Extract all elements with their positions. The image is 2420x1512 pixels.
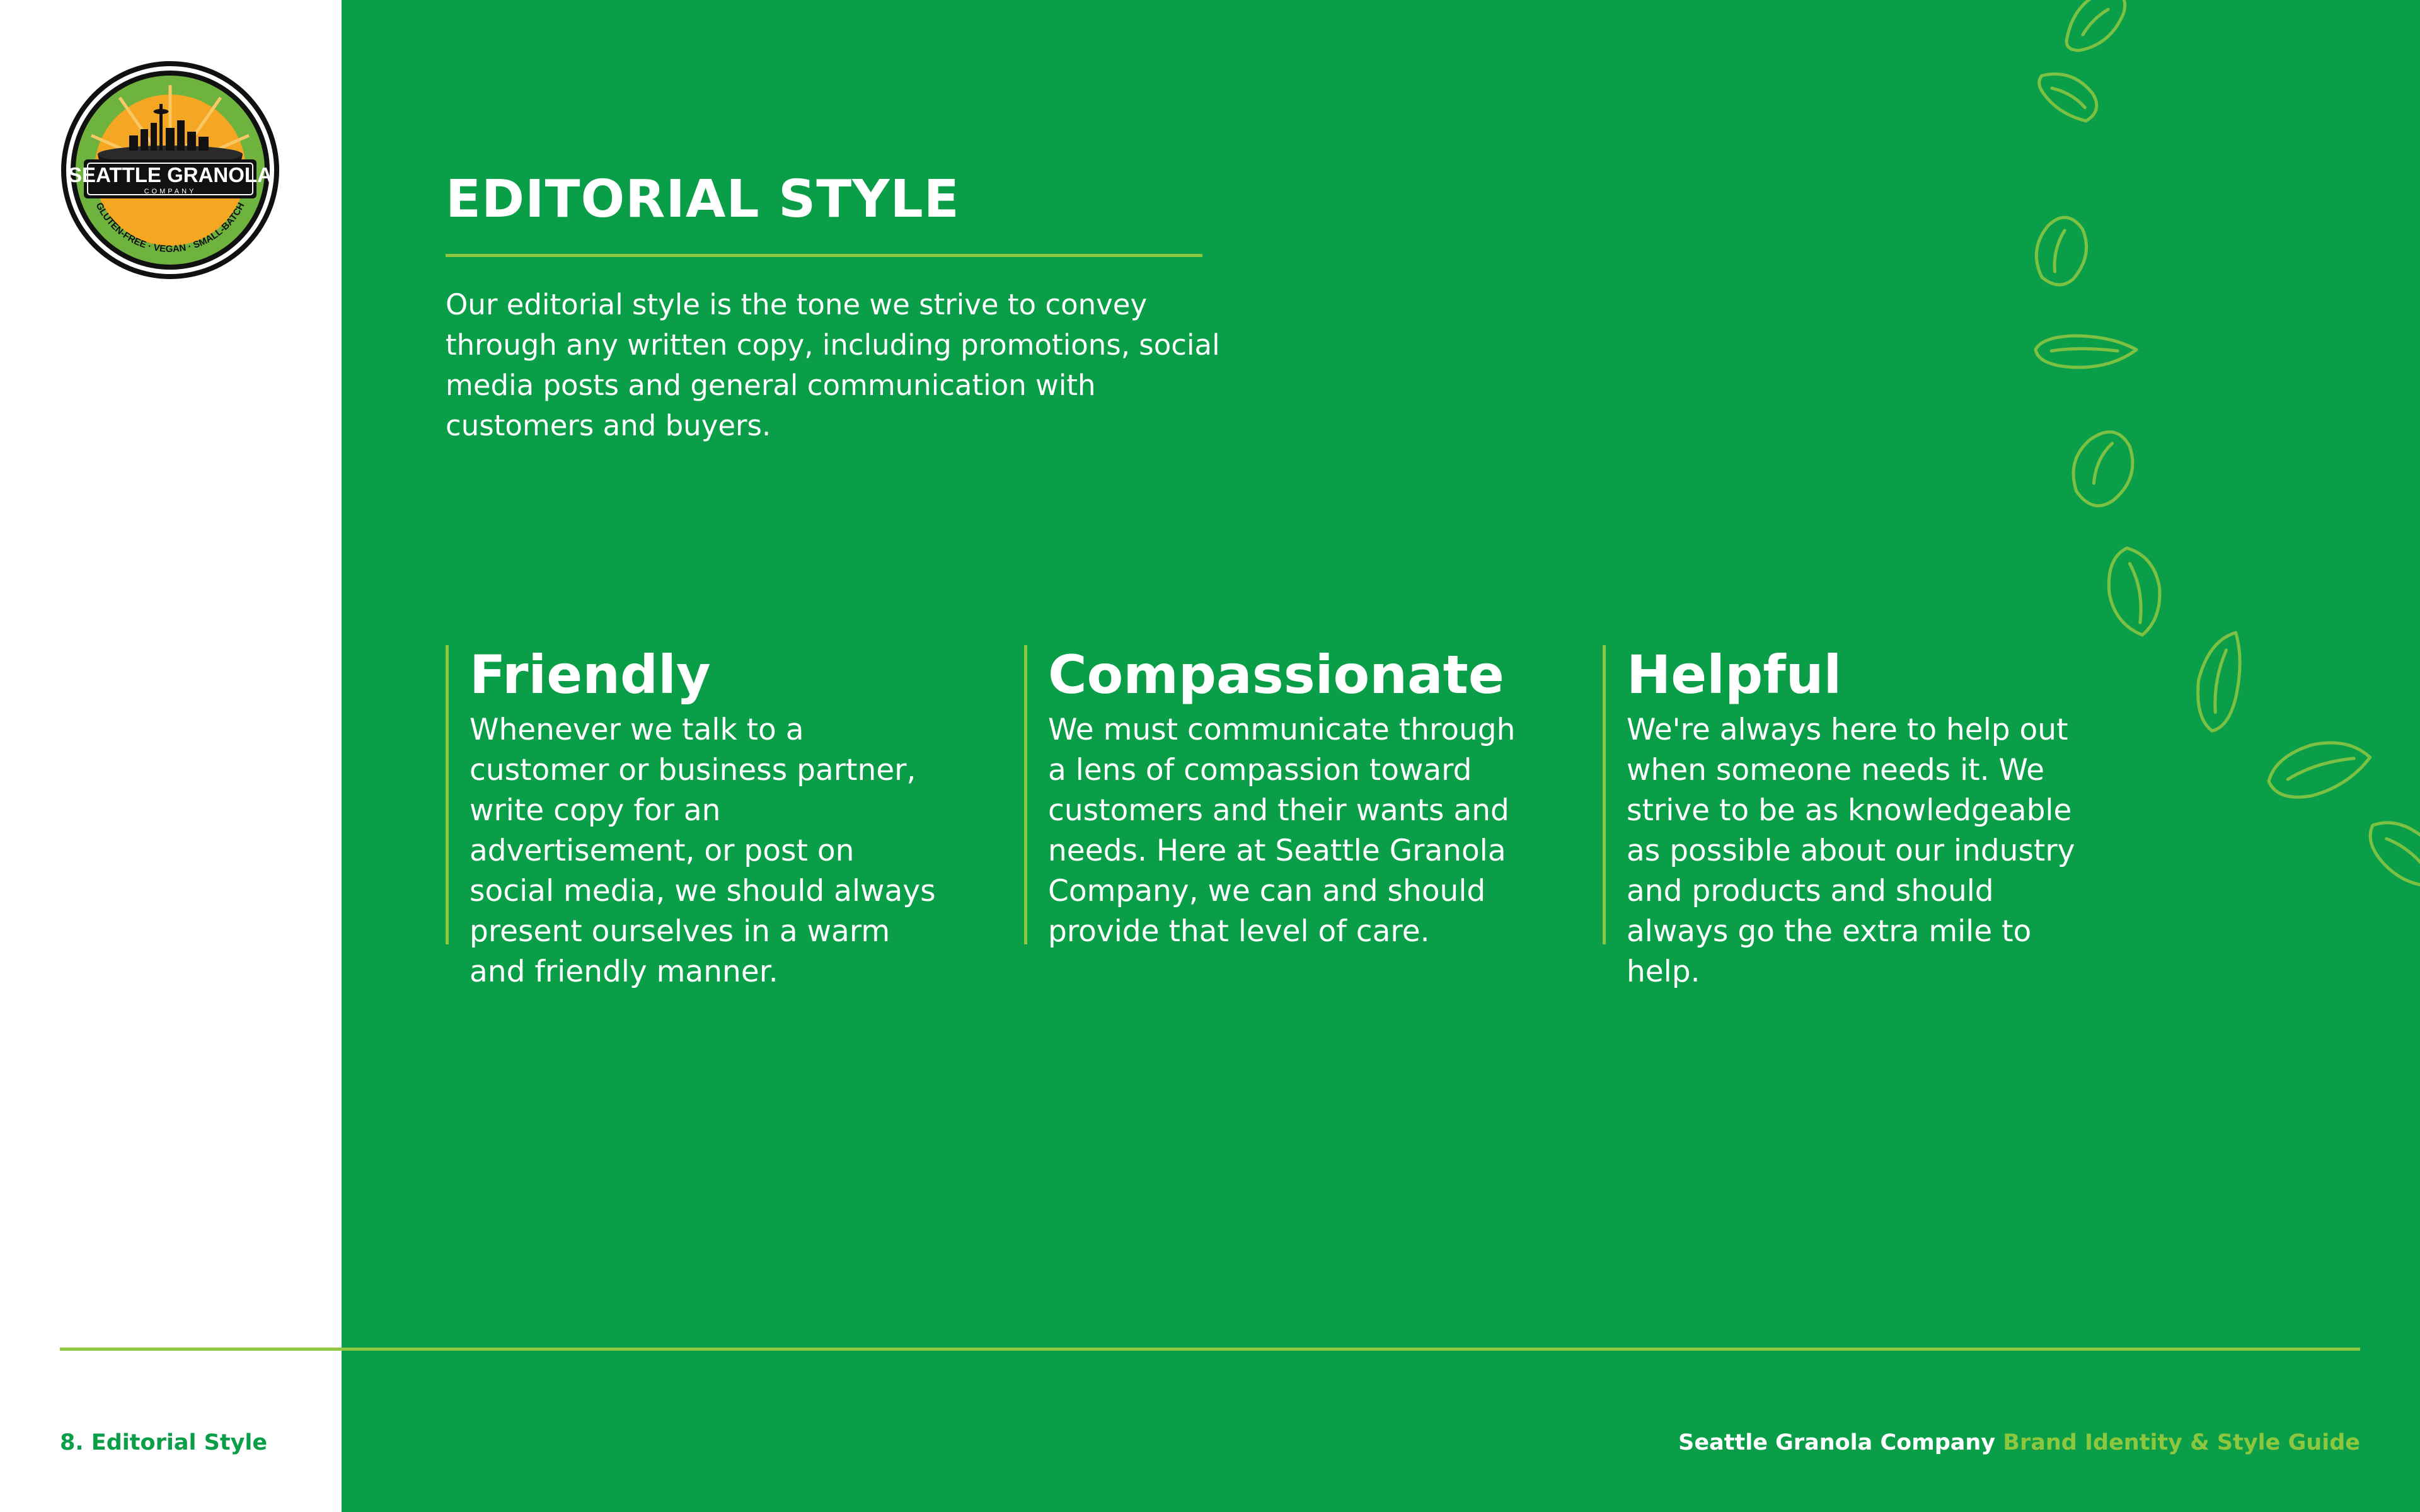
trait-heading: Helpful <box>1627 644 1842 706</box>
almond-icon <box>2358 810 2420 898</box>
trait-heading: Compassionate <box>1048 644 1504 706</box>
footer-company-name: Seattle Granola Company <box>1678 1430 1996 1455</box>
trait-body: We're always here to help out when someone needs it. We strive to be as knowledgeable as possible about our industry and products and should always go the extra mile to help. <box>1627 713 2075 989</box>
card-accent-rule <box>446 645 449 944</box>
almond-icon <box>2262 731 2376 806</box>
almond-icon <box>2032 60 2104 128</box>
almond-icon <box>2056 423 2150 515</box>
card-accent-rule <box>1024 645 1027 944</box>
almond-illustration-icon <box>2004 0 2420 914</box>
trait-card-friendly <box>446 644 937 989</box>
logo-tagline: GLUTEN-FREE · VEGAN · SMALL-BATCH <box>93 200 247 255</box>
almond-icon <box>2066 0 2125 50</box>
footer-divider <box>60 1348 2360 1351</box>
seattle-granola-logo <box>60 60 280 280</box>
almond-icon <box>2102 544 2167 639</box>
almond-icon <box>2191 627 2247 734</box>
trait-body: Whenever we talk to a customer or business partner, write copy for an advertisement, or post on social media, we should always present ourselves in a warm and friendly manner. <box>470 713 936 989</box>
logo-sub: COMPANY <box>144 188 197 195</box>
trait-heading: Friendly <box>470 644 711 706</box>
card-accent-rule <box>1603 645 1606 944</box>
trait-body: We must communicate through a lens of compassion toward customers and their wants and needs. Here at Seattle Granola Company, we can and should provide that level of care. <box>1048 713 1516 949</box>
almond-icon <box>2036 336 2136 367</box>
footer-document-title <box>1678 1429 2360 1457</box>
title-divider <box>446 254 1202 257</box>
intro-paragraph: Our editorial style is the tone we strive to convey through any written copy, including promotions, social media posts and general communication with customers and buyers. <box>446 288 1220 442</box>
almond-icon <box>2020 210 2103 294</box>
footer-section-label: 8. Editorial Style <box>60 1430 268 1455</box>
footer-guide-name: Brand Identity & Style Guide <box>2003 1430 2360 1455</box>
trait-card-compassionate <box>1024 644 1516 949</box>
page-title: EDITORIAL STYLE <box>446 169 960 229</box>
logo-wordmark: SEATTLE GRANOLA <box>68 163 272 186</box>
